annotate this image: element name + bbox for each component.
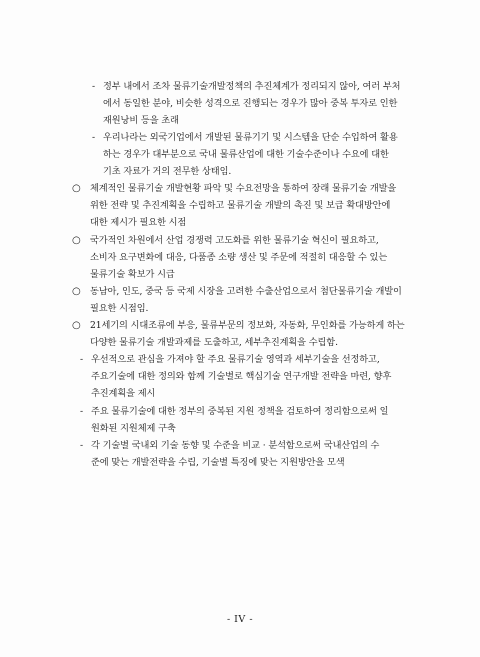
text-line: 다양한 물류기술 개발과제를 도출하고, 세부추진계획을 수립함. — [90, 337, 338, 348]
dash-marker: - — [80, 406, 84, 417]
circle-marker: ○ — [72, 286, 81, 297]
text-line: 물류기술 확보가 시급 — [90, 269, 175, 280]
dash-marker: - — [92, 132, 96, 143]
text-line: 재원낭비 등을 초래 — [103, 115, 179, 126]
text-line: 국가적인 차원에서 산업 경쟁력 고도화를 위한 물류기술 혁신이 필요하고, — [90, 235, 379, 246]
text-line: 주요기술에 대한 정의와 함께 기술별로 핵심기술 연구개발 전략을 마련, 향후 — [91, 371, 392, 382]
text-line: 기초 자료가 거의 전무한 상태임. — [103, 166, 232, 177]
text-line: 각 기술별 국내외 기술 동향 및 수준을 비교 · 분석함으로써 국내산업의 수 — [91, 440, 380, 451]
circle-marker: ○ — [72, 320, 81, 331]
bullet-item-5 — [72, 283, 402, 317]
dash-marker: - — [92, 81, 96, 92]
text-line: 원화된 지원체제 구축 — [91, 423, 176, 434]
dash-marker: - — [80, 354, 84, 365]
text-line: 준에 맞는 개발전략을 수립, 기술별 특징에 맞는 지원방안을 모색 — [91, 457, 345, 468]
text-line: 필요한 시점임. — [90, 303, 149, 314]
dash-marker: - — [80, 440, 84, 451]
bullet-item-3 — [72, 180, 396, 231]
text-line: 위한 전략 및 추진계획을 수립하고 물류기술 개발의 촉진 및 보급 확대방안에 — [90, 200, 391, 211]
text-line: 대한 제시가 필요한 시점 — [90, 217, 187, 228]
text-line: 21세기의 시대조류에 부응, 물류부문의 정보화, 자동화, 무인화를 가능하게 하는 — [90, 320, 405, 331]
text-line: 동남아, 인도, 중국 등 국제 시장을 고려한 수출산업으로서 첨단물류기술 개발이 — [90, 286, 402, 297]
page-number: - IV - — [226, 614, 254, 625]
text-line: 주요 물류기술에 대한 정부의 중복된 지원 정책을 검토하여 정리함으로써 일 — [91, 406, 389, 417]
bullet-item-4 — [72, 232, 387, 283]
bullet-item-1 — [92, 78, 400, 129]
bullet-item-9 — [80, 437, 379, 471]
text-line: 소비자 요구변화에 대응, 다품종 소량 생산 및 주문에 적절히 대응할 수 있는 — [90, 252, 388, 263]
text-line: 우선적으로 관심을 가져야 할 주요 물류기술 영역과 세부기술을 선정하고, — [91, 354, 380, 365]
circle-marker: ○ — [72, 183, 81, 194]
text-line: 에서 동일한 분야, 비슷한 성격으로 진행되는 경우가 많아 중복 투자로 인한 — [103, 98, 398, 109]
text-line: 우리나라는 외국기업에서 개발된 물류기기 및 시스템을 단순 수입하여 활용 — [103, 132, 398, 143]
text-line: 추진계획을 제시 — [91, 388, 156, 399]
text-line: 정부 내에서 조차 물류기술개발정책의 추진체계가 정리되지 않아, 여러 부처 — [103, 81, 401, 92]
circle-marker: ○ — [72, 235, 81, 246]
text-line: 체계적인 물류기술 개발현황 파악 및 수요전망을 통하여 장래 물류기술 개발을 — [90, 183, 397, 194]
bullet-item-7 — [80, 351, 391, 402]
bullet-item-8 — [80, 403, 388, 437]
bullet-item-2 — [92, 129, 398, 180]
bullet-item-6 — [72, 317, 405, 351]
text-line: 하는 경우가 대부분으로 국내 물류산업에 대한 기술수준이나 수요에 대한 — [103, 149, 389, 160]
